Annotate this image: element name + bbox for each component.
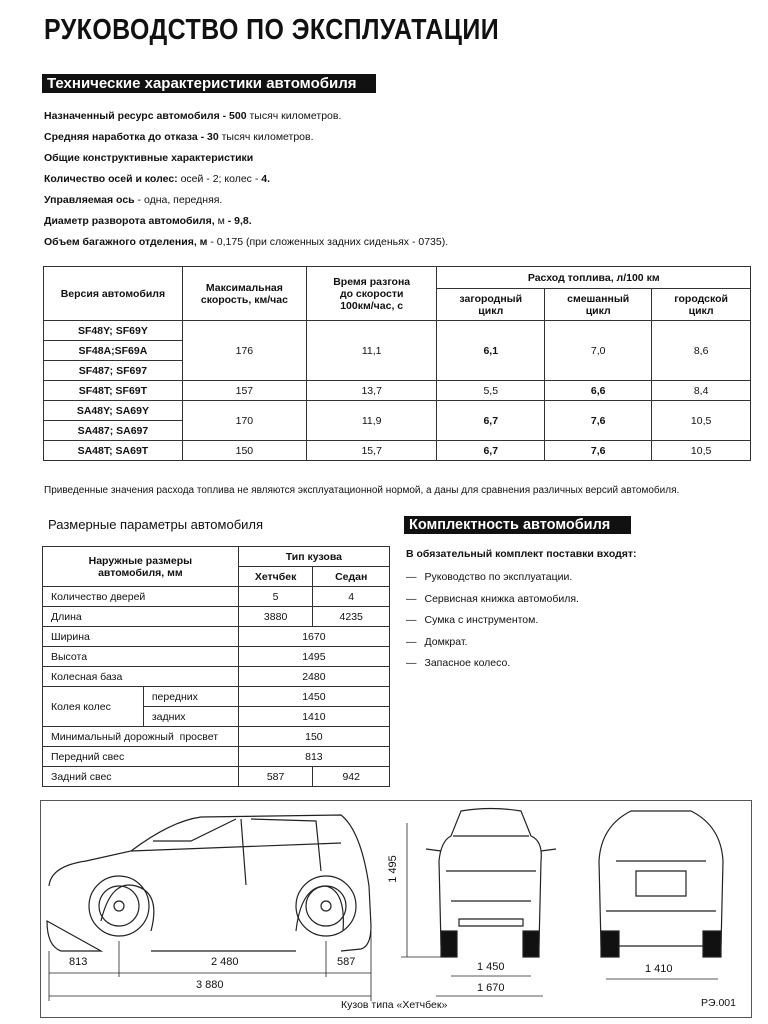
header-param: Наружные размеры автомобиля, мм bbox=[43, 547, 239, 587]
spec-mtbf bbox=[44, 131, 314, 143]
table-row bbox=[43, 607, 390, 627]
version-cell: SF48A;SF69A bbox=[44, 341, 183, 361]
header-highway: загородный цикл bbox=[437, 289, 545, 321]
item-text: Сервисная книжка автомобиля. bbox=[424, 593, 579, 605]
mixed-cell: 6,6 bbox=[545, 381, 652, 401]
dim-rear-track: 1 410 bbox=[645, 963, 673, 975]
list-item bbox=[406, 636, 467, 648]
list-item bbox=[406, 593, 579, 605]
value: 813 bbox=[238, 747, 389, 767]
drawing-caption: Кузов типа «Хетчбек» bbox=[341, 999, 448, 1011]
table-row bbox=[43, 667, 390, 687]
accel-cell: 13,7 bbox=[306, 381, 436, 401]
dim-rear-overhang: 587 bbox=[337, 956, 356, 968]
page-title: РУКОВОДСТВО ПО ЭКСПЛУАТАЦИИ bbox=[44, 14, 500, 46]
speed-cell: 150 bbox=[182, 441, 306, 461]
spec-value: - 0,175 (при сложенных задних сиденьях - 0735). bbox=[207, 236, 449, 248]
table-row bbox=[43, 587, 390, 607]
accel-cell: 11,9 bbox=[306, 401, 436, 441]
version-cell: SF487; SF697 bbox=[44, 361, 183, 381]
item-text: Сумка с инструментом. bbox=[424, 614, 539, 626]
spec-value: осей - 2; колес - bbox=[177, 173, 262, 185]
value: 1670 bbox=[238, 627, 389, 647]
header-accel: Время разгона до скорости 100км/час, с bbox=[306, 267, 436, 321]
table-row bbox=[44, 401, 751, 421]
hatch-value: 3880 bbox=[238, 607, 313, 627]
hatch-value: 587 bbox=[238, 767, 313, 787]
dim-width: 1 670 bbox=[477, 982, 505, 994]
highway-cell: 6,1 bbox=[437, 321, 545, 381]
header-body: Тип кузова bbox=[238, 547, 389, 567]
sedan-value: 4 bbox=[313, 587, 390, 607]
table-row bbox=[43, 767, 390, 787]
dash: — bbox=[406, 657, 417, 669]
dash: — bbox=[406, 571, 417, 583]
city-cell: 10,5 bbox=[652, 441, 751, 461]
car-drawing-svg bbox=[41, 801, 751, 1017]
speed-cell: 157 bbox=[182, 381, 306, 401]
spec-label: Диаметр разворота автомобиля, bbox=[44, 215, 215, 227]
sub-label: задних bbox=[143, 707, 238, 727]
row-label: Количество дверей bbox=[43, 587, 239, 607]
item-text: Руководство по эксплуатации. bbox=[424, 571, 573, 583]
dims-heading: Размерные параметры автомобиля bbox=[48, 517, 264, 532]
spec-tail: - 9,8. bbox=[227, 215, 252, 227]
table-row bbox=[43, 687, 390, 707]
value: 150 bbox=[238, 727, 389, 747]
kit-heading: Комплектность автомобиля bbox=[404, 516, 631, 534]
highway-cell: 5,5 bbox=[437, 381, 545, 401]
sub-label: передних bbox=[143, 687, 238, 707]
version-cell: SA48Y; SA69Y bbox=[44, 401, 183, 421]
row-label: Высота bbox=[43, 647, 239, 667]
city-cell: 8,6 bbox=[652, 321, 751, 381]
dim-wheelbase: 2 480 bbox=[211, 956, 239, 968]
version-cell: SA48T; SA69T bbox=[44, 441, 183, 461]
table-row bbox=[43, 627, 390, 647]
table-row bbox=[43, 647, 390, 667]
table-row bbox=[44, 381, 751, 401]
section-tech-heading: Технические характеристики автомобиля bbox=[42, 74, 376, 93]
spec-axles bbox=[44, 173, 270, 185]
accel-cell: 11,1 bbox=[306, 321, 436, 381]
city-cell: 8,4 bbox=[652, 381, 751, 401]
mixed-cell: 7,6 bbox=[545, 441, 652, 461]
spec-value: м bbox=[214, 215, 228, 227]
highway-cell: 6,7 bbox=[437, 401, 545, 441]
spec-value: - одна, передняя. bbox=[134, 194, 223, 206]
highway-cell: 6,7 bbox=[437, 441, 545, 461]
speed-cell: 170 bbox=[182, 401, 306, 441]
rear-view bbox=[599, 811, 723, 957]
spec-steer-axle bbox=[44, 194, 222, 206]
row-label: Передний свес bbox=[43, 747, 239, 767]
dim-height: 1 495 bbox=[386, 855, 399, 883]
row-label: Минимальный дорожный просвет bbox=[43, 727, 239, 747]
dash: — bbox=[406, 614, 417, 626]
header-version: Версия автомобиля bbox=[44, 267, 183, 321]
front-view bbox=[426, 809, 556, 958]
item-text: Домкрат. bbox=[424, 636, 468, 648]
row-label: Ширина bbox=[43, 627, 239, 647]
version-cell: SF48Y; SF69Y bbox=[44, 321, 183, 341]
item-text: Запасное колесо. bbox=[424, 657, 511, 669]
header-max-speed: Максимальная скорость, км/час bbox=[182, 267, 306, 321]
spec-resource bbox=[44, 110, 341, 122]
list-item bbox=[406, 571, 572, 583]
header-fuel: Расход топлива, л/100 км bbox=[437, 267, 751, 289]
kit-intro: В обязательный комплект поставки входят: bbox=[406, 548, 637, 560]
row-label: Длина bbox=[43, 607, 239, 627]
row-label: Колея колес bbox=[43, 687, 144, 727]
value: 1450 bbox=[238, 687, 389, 707]
spec-label: Средняя наработка до отказа - 30 bbox=[44, 131, 219, 143]
side-view bbox=[47, 815, 371, 951]
spec-turning bbox=[44, 215, 252, 227]
table-row bbox=[43, 747, 390, 767]
version-cell: SA487; SA697 bbox=[44, 421, 183, 441]
list-item bbox=[406, 657, 510, 669]
spec-trunk bbox=[44, 236, 448, 248]
spec-value: тысяч километров. bbox=[218, 131, 314, 143]
mixed-cell: 7,6 bbox=[545, 401, 652, 441]
header-hatch: Хетчбек bbox=[238, 567, 313, 587]
city-cell: 10,5 bbox=[652, 401, 751, 441]
spec-label: Управляемая ось bbox=[44, 194, 135, 206]
dim-length: 3 880 bbox=[196, 979, 224, 991]
spec-label: Назначенный ресурс автомобиля - 500 bbox=[44, 110, 247, 122]
fuel-note: Приведенные значения расхода топлива не являются эксплуатационной нормой, а даны для сравнения различных версий автомобиля. bbox=[44, 485, 680, 496]
table-row bbox=[44, 441, 751, 461]
row-label: Колесная база bbox=[43, 667, 239, 687]
dimension-lines bbox=[49, 823, 718, 1001]
drawing-code: РЭ.001 bbox=[701, 997, 736, 1009]
header-sedan: Седан bbox=[313, 567, 390, 587]
dim-front-track: 1 450 bbox=[477, 961, 505, 973]
dimensions-table bbox=[42, 546, 390, 787]
row-label: Задний свес bbox=[43, 767, 239, 787]
sedan-value: 942 bbox=[313, 767, 390, 787]
spec-tail: 4. bbox=[261, 173, 271, 185]
spec-label: Количество осей и колес: bbox=[44, 173, 178, 185]
spec-label: Общие конструктивные характеристики bbox=[44, 152, 254, 164]
table-row bbox=[43, 727, 390, 747]
hatch-value: 5 bbox=[238, 587, 313, 607]
version-cell: SF48T; SF69T bbox=[44, 381, 183, 401]
value: 1495 bbox=[238, 647, 389, 667]
spec-value: тысяч километров. bbox=[246, 110, 342, 122]
value: 2480 bbox=[238, 667, 389, 687]
spec-general bbox=[44, 152, 253, 164]
accel-cell: 15,7 bbox=[306, 441, 436, 461]
list-item bbox=[406, 614, 538, 626]
sedan-value: 4235 bbox=[313, 607, 390, 627]
value: 1410 bbox=[238, 707, 389, 727]
car-dimension-drawing bbox=[40, 800, 752, 1018]
mixed-cell: 7,0 bbox=[545, 321, 652, 381]
speed-cell: 176 bbox=[182, 321, 306, 381]
performance-table bbox=[43, 266, 751, 461]
header-city: городской цикл bbox=[652, 289, 751, 321]
table-row bbox=[44, 321, 751, 341]
spec-label: Объем багажного отделения, м bbox=[44, 236, 208, 248]
dim-front-overhang: 813 bbox=[69, 956, 88, 968]
header-mixed: смешанный цикл bbox=[545, 289, 652, 321]
dash: — bbox=[406, 636, 417, 648]
dash: — bbox=[406, 593, 417, 605]
